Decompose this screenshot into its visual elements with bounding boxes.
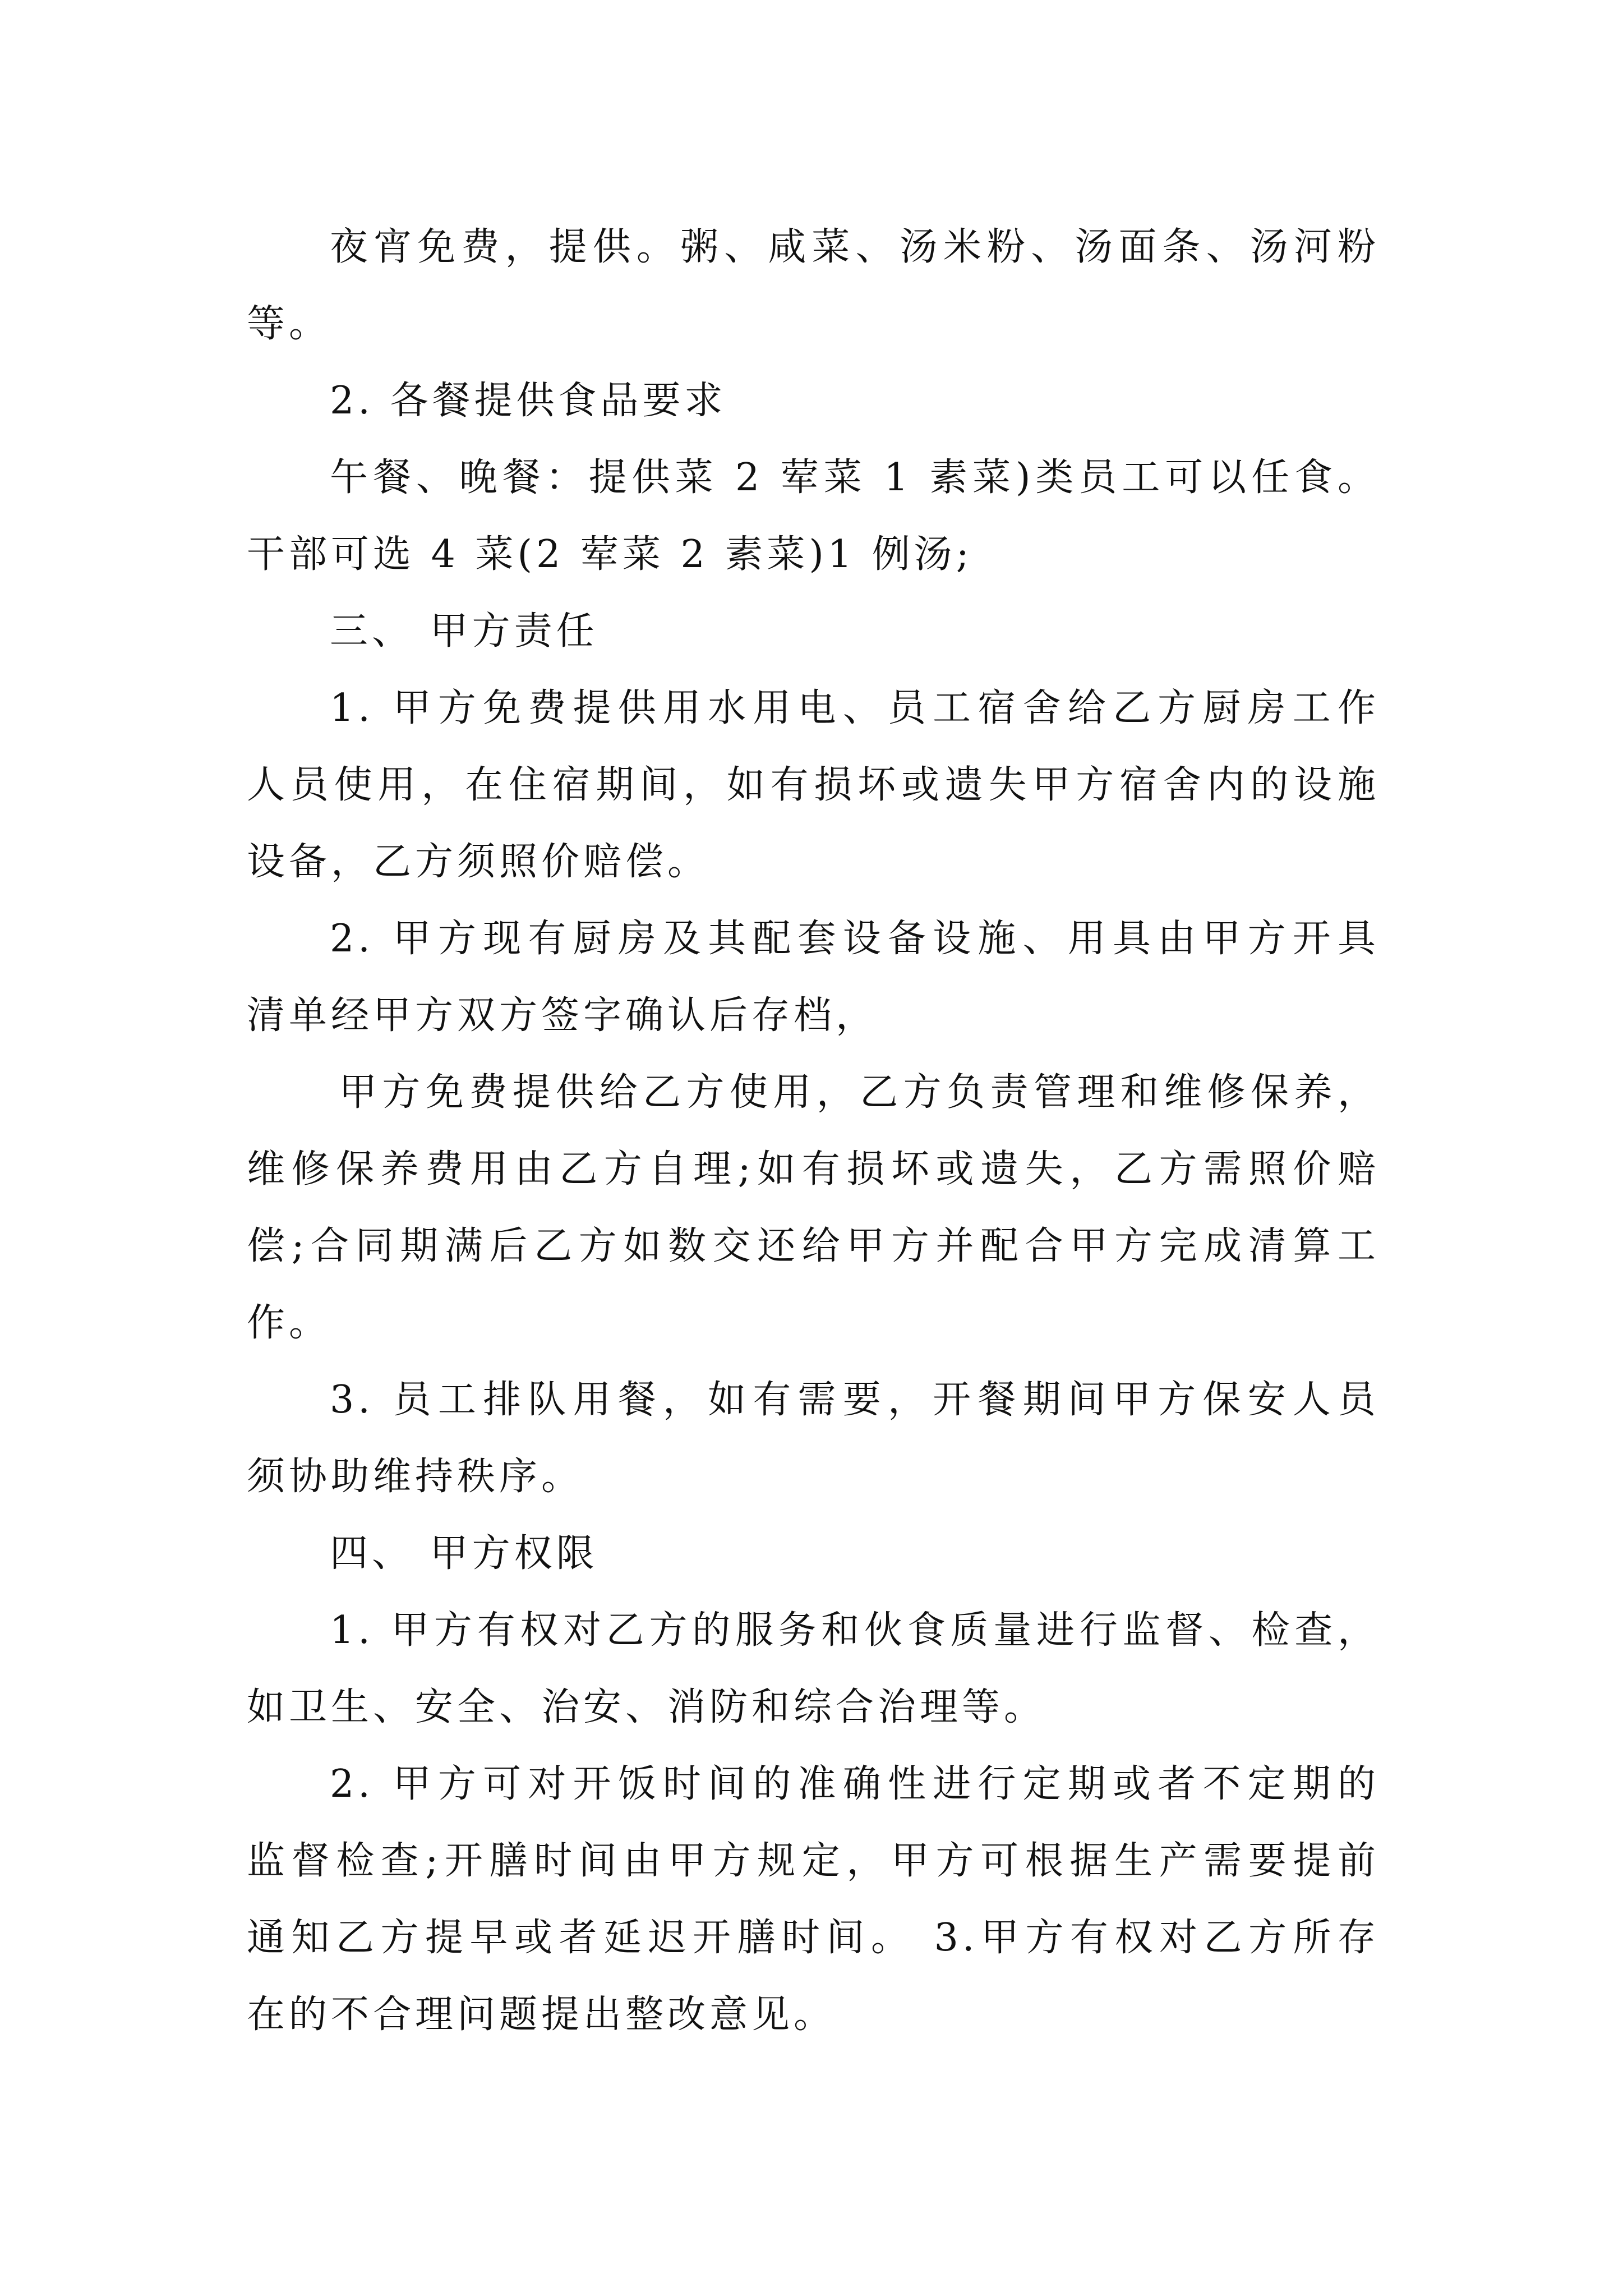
section-heading: 2. 各餐提供食品要求 bbox=[330, 379, 727, 423]
text-line: 3. 员工排队用餐，如有需要，开餐期间甲方保安人员 bbox=[330, 1378, 1380, 1422]
text-line: 设备，乙方须照价赔偿。 bbox=[247, 840, 710, 884]
text-line: 清单经甲方双方签字确认后存档， bbox=[247, 993, 878, 1038]
text-line: 2. 甲方现有厨房及其配套设备设施、用具由甲方开具 bbox=[330, 917, 1380, 961]
text-line: 须协助维持秩序。 bbox=[247, 1455, 584, 1499]
section-heading: 四、 甲方权限 bbox=[330, 1531, 598, 1576]
document-body bbox=[247, 209, 1380, 2053]
text-line: 偿;合同期满后乙方如数交还给甲方并配合甲方完成清算工 bbox=[247, 1224, 1380, 1268]
text-line: 人员使用，在住宿期间，如有损坏或遗失甲方宿舍内的设施 bbox=[247, 763, 1380, 807]
text-line: 1. 甲方有权对乙方的服务和伙食质量进行监督、检查， bbox=[330, 1608, 1380, 1653]
text-line: 夜宵免费，提供。粥、咸菜、汤米粉、汤面条、汤河粉 bbox=[330, 225, 1380, 269]
text-line: 在的不合理问题提出整改意见。 bbox=[247, 1993, 836, 2037]
text-line: 如卫生、安全、治安、消防和综合治理等。 bbox=[247, 1685, 1046, 1729]
text-line: 等。 bbox=[247, 302, 331, 346]
text-line: 维修保养费用由乙方自理;如有损坏或遗失，乙方需照价赔 bbox=[247, 1147, 1380, 1191]
text-line: 干部可选 4 菜(2 荤菜 2 素菜)1 例汤; bbox=[247, 532, 973, 577]
text-line: 作。 bbox=[247, 1301, 331, 1345]
text-line: 2. 甲方可对开饭时间的准确性进行定期或者不定期的 bbox=[330, 1762, 1380, 1806]
text-line: 1. 甲方免费提供用水用电、员工宿舍给乙方厨房工作 bbox=[330, 686, 1380, 730]
text-line: 甲方免费提供给乙方使用，乙方负责管理和维修保养， bbox=[339, 1070, 1380, 1115]
text-line: 监督检查;开膳时间由甲方规定，甲方可根据生产需要提前 bbox=[247, 1839, 1380, 1883]
text-line: 午餐、晚餐：提供菜 2 荤菜 1 素菜)类员工可以任食。 bbox=[330, 455, 1380, 500]
text-line: 通知乙方提早或者延迟开膳时间。 3.甲方有权对乙方所存 bbox=[247, 1916, 1380, 1960]
section-heading: 三、 甲方责任 bbox=[330, 609, 598, 654]
